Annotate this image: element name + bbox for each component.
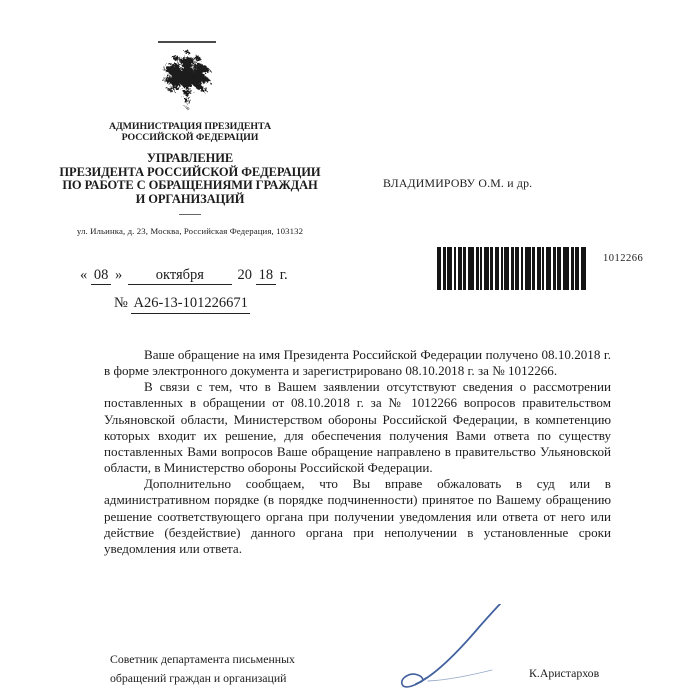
- dept-line3: ПО РАБОТЕ С ОБРАЩЕНИЯМИ ГРАЖДАН: [62, 178, 318, 192]
- date-year: 18: [256, 267, 277, 285]
- doc-number: [114, 295, 250, 314]
- addressee: ВЛАДИМИРОВУ О.М. и др.: [383, 176, 533, 190]
- signer-title: [110, 650, 295, 687]
- russian-coat-of-arms-icon: [158, 47, 216, 111]
- date-close-quote: »: [115, 267, 123, 283]
- dept-line4: И ОРГАНИЗАЦИЙ: [135, 191, 245, 206]
- dept-line1: УПРАВЛЕНИЕ: [146, 151, 234, 165]
- dept-line2: ПРЕЗИДЕНТА РОССИЙСКОЙ ФЕДЕРАЦИИ: [59, 164, 321, 179]
- letterhead: [38, 122, 342, 236]
- handwritten-signature: [396, 604, 516, 696]
- date-line: [80, 267, 288, 285]
- barcode: [437, 247, 597, 290]
- separator-dash: [179, 214, 201, 215]
- letter-body: [104, 347, 611, 557]
- top-rule: [158, 41, 216, 43]
- doc-number-value: А26-13-101226671: [131, 295, 249, 314]
- signer-name: К.Аристархов: [529, 666, 600, 680]
- date-day: 08: [91, 267, 112, 285]
- signer-title-line1: Советник департамента письменных: [110, 652, 295, 666]
- org-name-line2: РОССИЙСКОЙ ФЕДЕРАЦИИ: [121, 132, 259, 143]
- paragraph-registration: Ваше обращение на имя Президента Российской Федерации получено 08.10.2018 г. в форме электронного документа и зарегистрировано 08.10.2018 г. за № 1012266.: [104, 347, 611, 379]
- paragraph-appeal-rights: Дополнительно сообщаем, что Вы вправе обжаловать в суд или в административном порядке (в порядке подчиненности) принятое по Вашему обращению решение соответствующего органа при получении уведомления или ответа от него или действие (бездействие) данного органа при неполучении в установленные сроки уведомления или ответа.: [104, 476, 611, 556]
- paragraph-forwarding: В связи с тем, что в Вашем заявлении отсутствуют сведения о рассмотрении поставленных в обращении от 08.10.2018 г. за № 1012266 вопросов правительством Ульяновской области, Министерством обороны Российской Федерации, в компетенцию которых входит их решение, для обеспечения получения Вами ответа по существу поставленных Вами вопросов Ваше обращение направлено в правительство Ульяновской области, в Министерство обороны Российской Федерации.: [104, 379, 611, 476]
- date-century: 20: [237, 267, 252, 283]
- signer-title-line2: обращений граждан и организаций: [110, 670, 287, 685]
- doc-number-prefix: №: [114, 295, 128, 311]
- org-name: [32, 122, 348, 143]
- department-name: [38, 152, 342, 206]
- date-suffix: г.: [279, 267, 288, 283]
- org-name-line1: АДМИНИСТРАЦИЯ ПРЕЗИДЕНТА: [108, 122, 272, 132]
- date-open-quote: «: [80, 267, 88, 283]
- org-address: ул. Ильинка, д. 23, Москва, Российская Федерация, 103132: [76, 226, 304, 236]
- date-month: октября: [128, 267, 232, 285]
- barcode-label: 1012266: [603, 253, 644, 264]
